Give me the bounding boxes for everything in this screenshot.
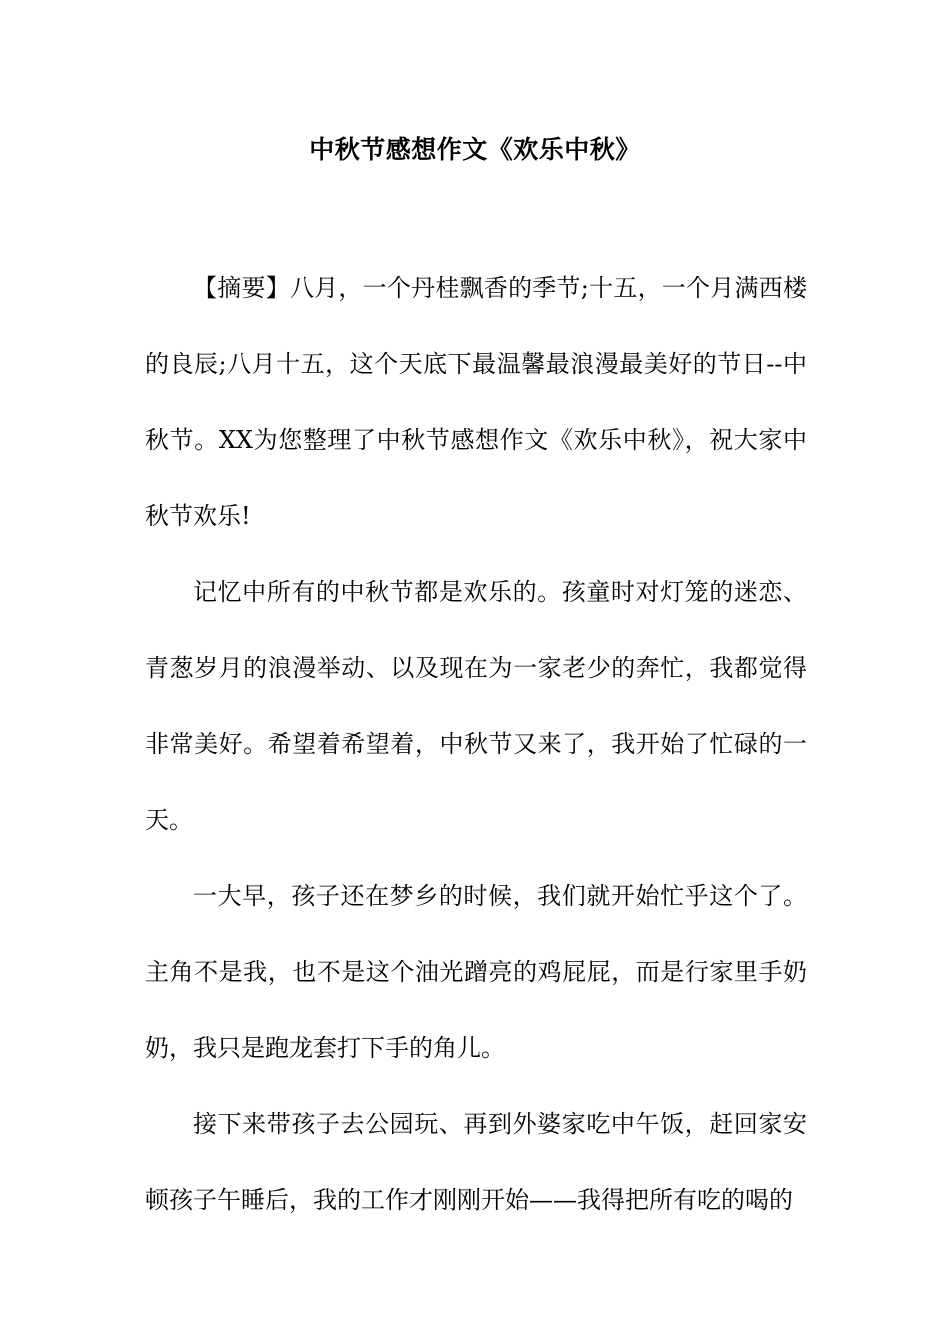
paragraph-abstract: 【摘要】八月，一个丹桂飘香的季节;十五，一个月满西楼的良辰;八月十五，这个天底下最温馨最浪漫最美好的节日--中秋节。XX为您整理了中秋节感想作文《欢乐中秋》，祝大家中秋节欢乐! <box>145 274 807 530</box>
paragraph-afternoon: 接下来带孩子去公园玩、再到外婆家吃中午饭，赶回家安顿孩子午睡后，我的工作才刚刚开始——我得把所有吃的喝的 <box>145 1110 807 1214</box>
document-title: 中秋节感想作文《欢乐中秋》 <box>309 135 641 164</box>
document-body <box>145 250 807 1238</box>
paragraph-memory: 记忆中所有的中秋节都是欢乐的。孩童时对灯笼的迷恋、青葱岁月的浪漫举动、以及现在为一家老少的奔忙，我都觉得非常美好。希望着希望着，中秋节又来了，我开始了忙碌的一天。 <box>145 578 807 834</box>
paragraph-morning: 一大早，孩子还在梦乡的时候，我们就开始忙乎这个了。主角不是我，也不是这个油光蹭亮的鸡屁屁，而是行家里手奶奶，我只是跑龙套打下手的角儿。 <box>145 882 807 1062</box>
